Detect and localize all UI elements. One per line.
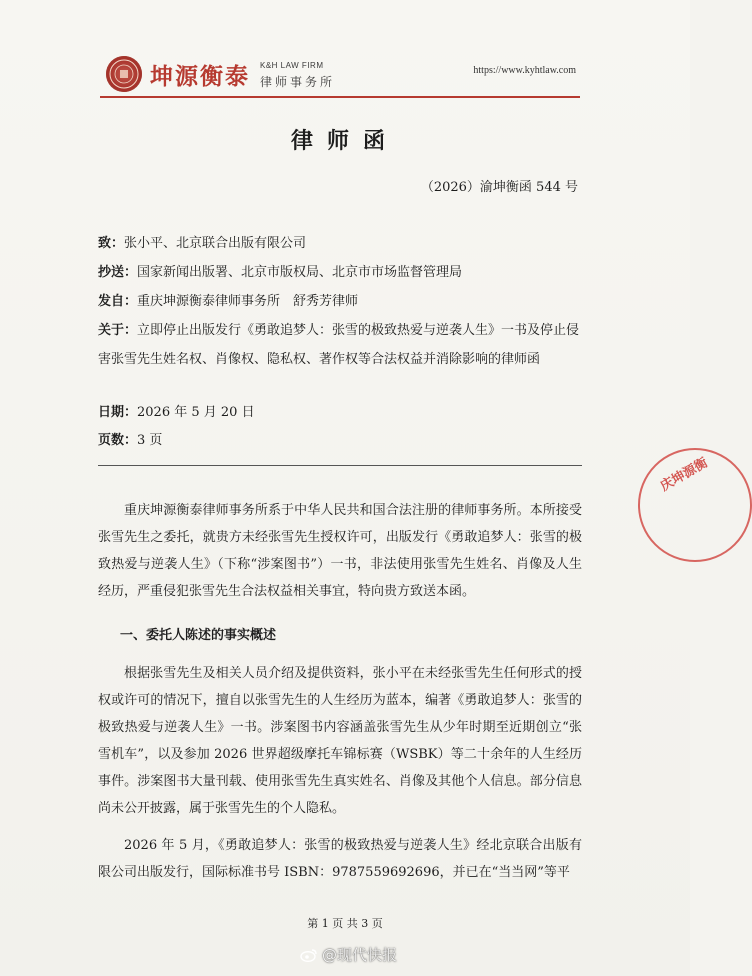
intro-paragraph: 重庆坤源衡泰律师事务所系于中华人民共和国合法注册的律师事务所。本所接受张雪先生之委托，就贵方未经张雪先生授权许可，出版发行《勇敢追梦人：张雪的极致热爱与逆袭人生》（下称“涉案图书”）一书，非法使用张雪先生姓名、肖像及人生经历，严重侵犯张雪先生合法权益相关事宜，特向贵方致送本函。 — [98, 503, 582, 599]
weibo-watermark — [300, 944, 397, 970]
meta-to-value: 张小平、北京联合出版有限公司 — [124, 236, 307, 251]
meta-subject-value: 立即停止出版发行《勇敢追梦人：张雪的极致热爱与逆袭人生》一书及停止侵害张雪先生姓名权、肖像权、隐私权、著作权等合法权益并消除影响的律师函 — [98, 323, 580, 367]
meta-pages-value: 3 页 — [137, 433, 163, 448]
letterhead-rule — [100, 96, 580, 98]
publication-paragraph: 2026 年 5 月，《勇敢追梦人：张雪的极致热爱与逆袭人生》经北京联合出版有限公司出版发行，国际标准书号 ISBN：9787559692696，并已在“当当网”等平 — [98, 838, 582, 880]
meta-date-value: 2026 年 5 月 20 日 — [137, 405, 255, 420]
firm-logo-icon — [106, 56, 142, 92]
meta-from-key: 发自： — [98, 294, 138, 309]
letterhead — [106, 56, 576, 98]
watermark-text: @现代快报 — [322, 946, 398, 964]
firm-subtitle: 律师事务所 — [260, 75, 336, 89]
meta-pages — [98, 426, 592, 455]
meta-subject-key: 关于： — [98, 323, 138, 338]
firm-website: https://www.kyhtlaw.com — [473, 65, 576, 76]
meta-cc-key: 抄送： — [98, 265, 138, 280]
meta-pages-key: 页数： — [98, 433, 138, 448]
weibo-icon — [300, 948, 318, 962]
page-number: 第 1 页 共 3 页 — [307, 917, 383, 930]
firm-name-cn: 坤源衡泰 — [150, 64, 250, 90]
reference-number: （2026）渝坤衡函 544 号 — [420, 180, 578, 195]
document-title: 律师函 — [290, 129, 399, 154]
seal-stamp-text: 庆坤源衡 — [658, 455, 711, 495]
meta-to-key: 致： — [98, 236, 125, 251]
meta-to — [98, 229, 592, 258]
meta-date — [98, 398, 592, 427]
meta-subject — [98, 316, 592, 374]
firm-name-en: K&H LAW FIRM — [260, 61, 324, 70]
meta-date-key: 日期： — [98, 405, 138, 420]
meta-cc — [98, 258, 592, 287]
header-divider — [98, 465, 582, 466]
meta-from-value: 重庆坤源衡泰律师事务所 舒秀芳律师 — [137, 294, 359, 309]
facts-paragraph: 根据张雪先生及相关人员介绍及提供资料，张小平在未经张雪先生任何形式的授权或许可的情况下，擅自以张雪先生的人生经历为蓝本，编著《勇敢追梦人：张雪的极致热爱与逆袭人生》一书。涉案图书内容涵盖张雪先生从少年时期至近期创立“张雪机车”，以及参加 2026 世界超级摩托车锦标赛（WSBK）等二十余年的人生经历事件。涉案图书大量刊载、使用张雪先生真实姓名、肖像及其他个人信息。部分信息尚未公开披露，属于张雪先生的个人隐私。 — [98, 666, 582, 816]
meta-from — [98, 287, 592, 316]
meta-cc-value: 国家新闻出版署、北京市版权局、北京市市场监督管理局 — [137, 265, 463, 280]
section-heading-facts: 一、委托人陈述的事实概述 — [120, 628, 277, 643]
